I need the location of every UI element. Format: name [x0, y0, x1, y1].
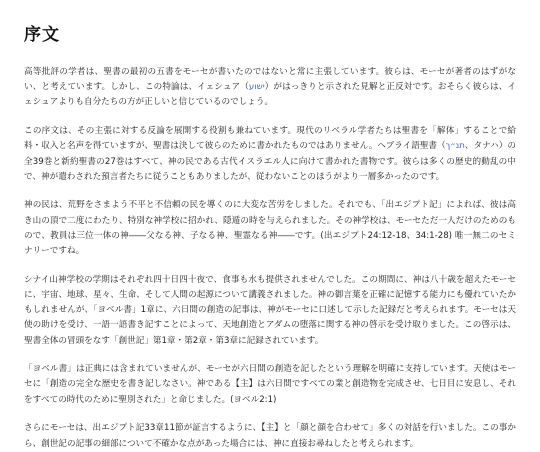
paragraph-1-text-b: ）がはっきりと示された見解と正反対です。おそらく彼らは、イェシュアよりも自分たちの方が正しいと信じているのでしょう。 — [24, 82, 516, 108]
hebrew-word-tanakh[interactable]: תנ״ך — [445, 141, 465, 152]
paragraph-3-text: 神の民は、荒野をさまよう不平と不信頼の民を導くのに大変な苦労をしました。それでも、「出エジプト記」によれば、彼は高き山の頂で二度にわたり、特別な神学校に招かれ、隠遁の時を与えられました。その神学校は、モーセただ一人だけのためのもので、教員は三位一体の神――父なる神、子なる神、聖霊なる神――です。(出エジプト24:12-18、34:1-28) 唯一無二のセミナリーですね。 — [24, 200, 516, 257]
paragraph-5-text: 「ヨベル書」は正典には含まれていませんが、モーセが六日間の創造を記したという理解を明確に支持しています。天使はモーセに「創造の完全な歴史を書き記しなさい。神である【主】は六日間ですべての業と創造物を完成させ、七日目に安息し、それをすべての時代のために聖別された」と命じました。(ヨベル2:1) — [24, 364, 516, 405]
paragraph-4-text: シナイ山神学校の学期はそれぞれ四十日四十夜で、食事も水も提供されませんでした。この期間に、神は八十歳を超えたモーセに、宇宙、地球、星々、生命、そして人間の起源について講義されました。神の御言葉を正確に記憶する能力にも優れていたかもしれませんが、「ヨベル書」1章に、六日間の創造の記事は、神がモーセに口述して示した記録だと考えられます。モーセは天使の助けを受け、一語一語書き記すことによって、天地創造とアダムの堕落に関する神の啓示を受け取りました。この啓示は、聖書全体の冒頭をなす「創世記」第1章・第2章・第3章に記録されています。 — [24, 274, 516, 346]
paragraph-2-text-b: 、タナハ）の全39巻と新約聖書の27巻はすべて、神の民である古代イスラエル人に向けて書かれた書物です。彼らは多くの歴史的動乱の中で、神が遣わされた預言者たちに従うこともありましたが、従わないことのほうがより一層多かったのです。 — [24, 141, 516, 182]
paragraph-2 — [24, 124, 516, 185]
paragraph-4 — [24, 273, 516, 349]
paragraph-2-text-a: この序文は、その主張に対する反論を展開する役割も兼ねています。現代のリベラル学者たちは聖書を「解体」することで給料・収入と名声を得ていますが、聖書は決して彼らのために書かれたものではありません。ヘブライ語聖書（ — [24, 126, 516, 152]
paragraph-6-text: さらにモーセは、出エジプト記33章11節が証言するように、【主】と「顔と顔を合わせて」多くの対話を行いました。この事から、創世記の記事の細部について不確かな点があった場合には、神に直接お尋ねしたと考えられます。 — [24, 423, 516, 449]
page-title: 序文 — [24, 25, 60, 45]
paragraph-1 — [24, 65, 516, 111]
paragraph-3 — [24, 198, 516, 259]
paragraph-1-text-a: 高等批評の学者は、聖書の最初の五書をモーセが書いたのではないと常に主張しています。彼らは、モーセが著者のはずがない、と考えています。しかし、この特論は、イェシュア（ — [24, 67, 516, 93]
hebrew-name-yeshua[interactable]: ישוע — [248, 82, 265, 93]
paragraph-5 — [24, 362, 516, 408]
paragraph-6 — [24, 421, 516, 451]
